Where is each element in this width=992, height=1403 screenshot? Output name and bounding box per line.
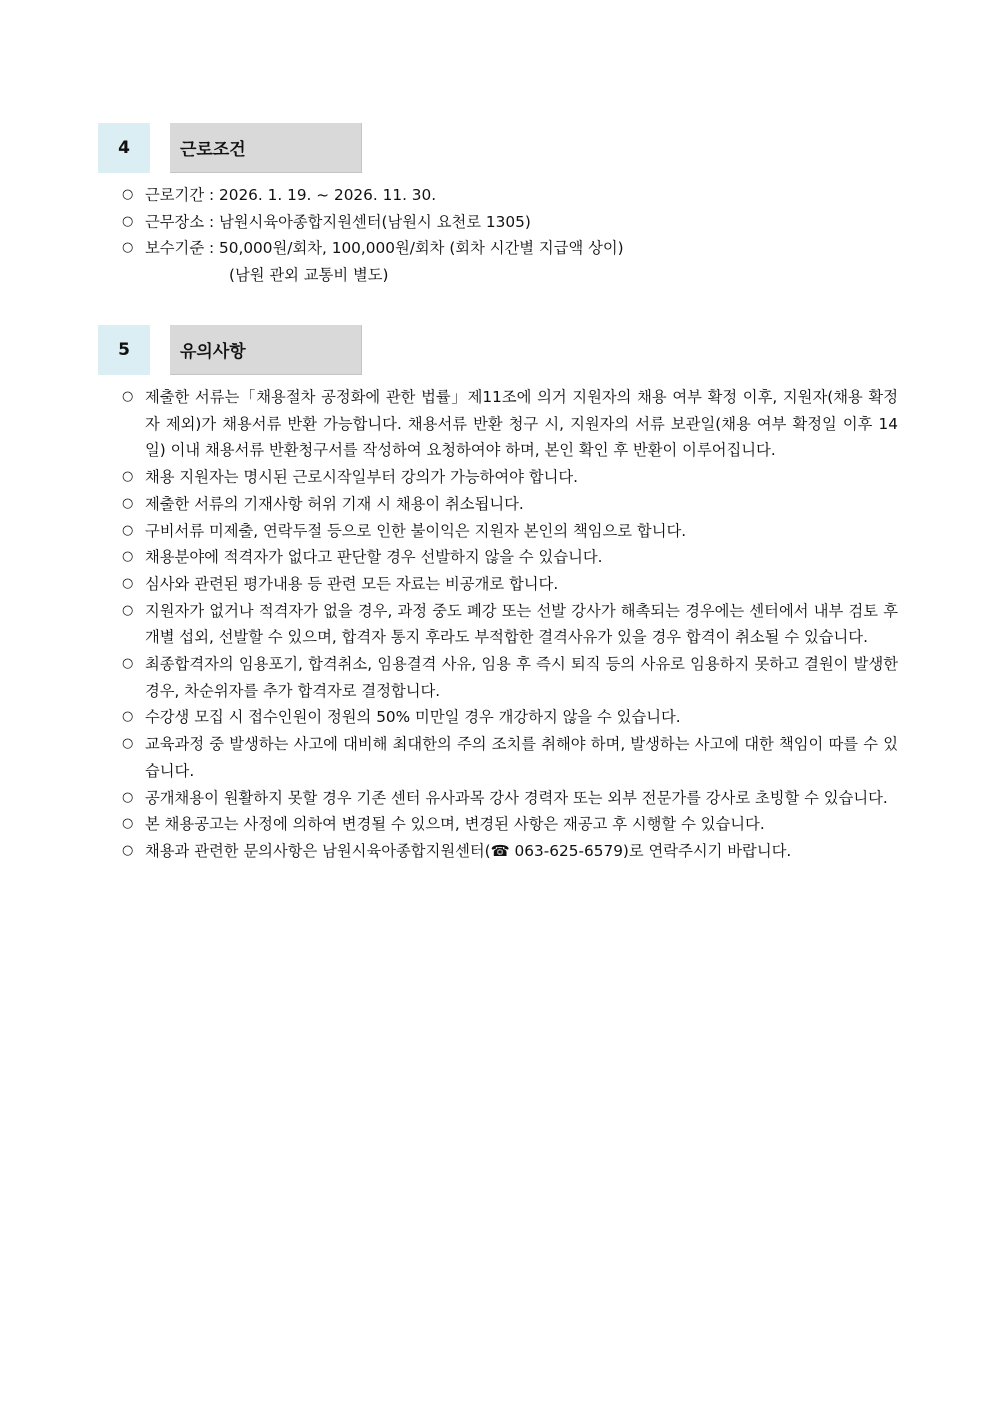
list-item (98, 464, 898, 491)
list-item (98, 209, 898, 236)
list-item (98, 651, 898, 704)
bullet-icon: ○ (122, 736, 134, 752)
item-text: 심사와 관련된 평가내용 등 관련 모든 자료는 비공개로 합니다. (145, 574, 559, 593)
item-text: 보수기준 : 50,000원/회차, 100,000원/회차 (회차 시간별 지급액 상이) (145, 239, 624, 258)
item-text: 최종합격자의 임용포기, 합격취소, 임용결격 사유, 임용 후 즉시 퇴직 등의 사유로 임용하지 못하고 결원이 발생한 경우, 차순위자를 추가 합격자로 결정합니다. (145, 655, 898, 700)
item-text: 교육과정 중 발생하는 사고에 대비해 최대한의 주의 조치를 취해야 하며, 발생하는 사고에 대한 책임이 따를 수 있습니다. (145, 735, 898, 780)
bullet-icon: ○ (122, 522, 134, 538)
section-header (98, 123, 898, 173)
list-item (98, 491, 898, 518)
section-header (98, 325, 898, 375)
bullet-icon: ○ (122, 240, 134, 256)
bullet-icon: ○ (122, 469, 134, 485)
bullet-icon: ○ (122, 575, 134, 591)
bullet-icon: ○ (122, 187, 134, 202)
section-notes (98, 325, 898, 865)
item-text: 지원자가 없거나 적격자가 없을 경우, 과정 중도 폐강 또는 선발 강사가 해촉되는 경우에는 센터에서 내부 검토 후 개별 섭외, 선발할 수 있으며, 합격자 통지 후라도 부적합한 결격사유가 있을 경우 합격이 취소될 수 있습니다. (145, 601, 898, 647)
item-subtext: (남원 관외 교통비 별도) (229, 266, 389, 285)
bullet-icon: ○ (122, 389, 134, 404)
list-item (98, 731, 898, 784)
list-item (98, 785, 898, 812)
section-title: 근로조건 (170, 123, 362, 173)
bullet-icon: ○ (122, 656, 134, 672)
item-text: 채용 지원자는 명시된 근로시작일부터 강의가 가능하여야 합니다. (145, 468, 579, 487)
bullet-icon: ○ (122, 789, 134, 805)
item-text: 수강생 모집 시 접수인원이 정원의 50% 미만일 경우 개강하지 않을 수 있습니다. (145, 708, 681, 727)
list-item (98, 811, 898, 838)
list-item (98, 838, 898, 865)
section-working-conditions (98, 123, 898, 289)
item-text: 구비서류 미제출, 연락두절 등으로 인한 불이익은 지원자 본인의 책임으로 합니다. (145, 521, 687, 540)
list-item (98, 518, 898, 545)
list-item (98, 571, 898, 598)
item-text: 제출한 서류는「채용절차 공정화에 관한 법률」제11조에 의거 지원자의 채용 여부 확정 이후, 지원자(채용 확정자 제외)가 채용서류 반환 가능합니다. 채용서류 반환 청구 시, 지원자의 서류 보관일(채용 여부 확정일 이후 14일) 이내 채용서류 반환청구서를 작성하여 요청하여야 하며, 본인 확인 후 반환이 이루어집니다. (145, 388, 898, 460)
section-number: 5 (98, 325, 150, 375)
item-text: 채용분야에 적격자가 없다고 판단할 경우 선발하지 않을 수 있습니다. (145, 548, 603, 567)
bullet-icon: ○ (122, 602, 134, 618)
item-text: 제출한 서류의 기재사항 허위 기재 시 채용이 취소됩니다. (145, 494, 524, 513)
list-item (98, 598, 898, 651)
list-item (98, 235, 898, 288)
list-item (98, 384, 898, 464)
list-item (98, 704, 898, 731)
notes-list (98, 384, 898, 865)
item-text: 공개채용이 원활하지 못할 경우 기존 센터 유사과목 강사 경력자 또는 외부 전문가를 강사로 초빙할 수 있습니다. (145, 788, 888, 807)
section-number: 4 (98, 123, 150, 173)
bullet-icon: ○ (122, 495, 134, 511)
bullet-icon: ○ (122, 709, 134, 725)
item-text: 채용과 관련한 문의사항은 남원시육아종합지원센터(☎ 063-625-6579)로 연락주시기 바랍니다. (145, 841, 792, 860)
bullet-icon: ○ (122, 213, 134, 229)
conditions-list (98, 182, 898, 289)
item-text: 근로기간 : 2026. 1. 19. ~ 2026. 11. 30. (145, 186, 437, 204)
bullet-icon: ○ (122, 816, 134, 832)
bullet-icon: ○ (122, 549, 134, 565)
item-text: 본 채용공고는 사정에 의하여 변경될 수 있으며, 변경된 사항은 재공고 후 시행할 수 있습니다. (145, 815, 765, 834)
bullet-icon: ○ (122, 842, 134, 858)
list-item (98, 182, 898, 209)
section-title: 유의사항 (170, 325, 362, 375)
item-text: 근무장소 : 남원시육아종합지원센터(남원시 요천로 1305) (145, 212, 531, 231)
list-item (98, 544, 898, 571)
